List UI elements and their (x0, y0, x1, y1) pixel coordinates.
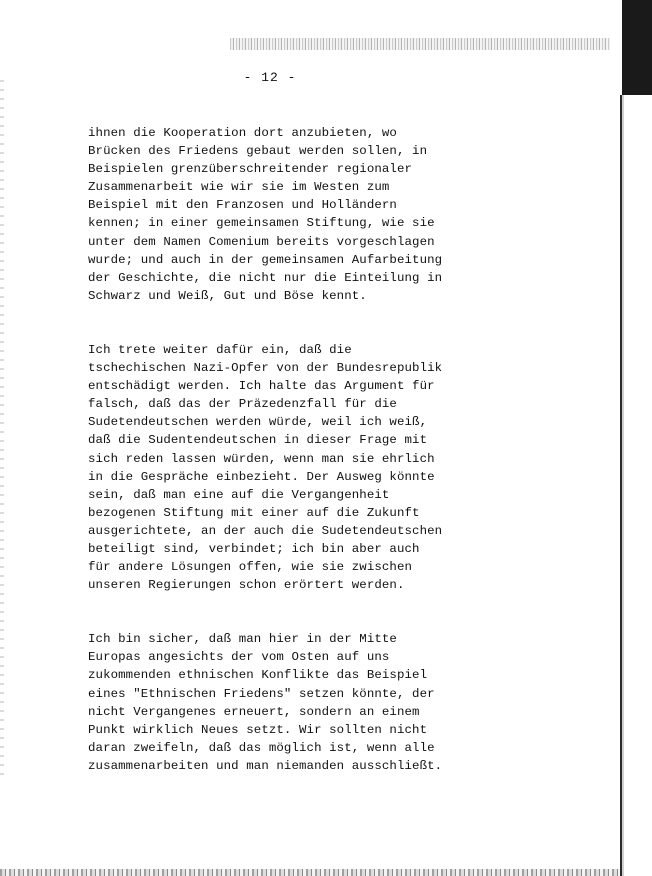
text-line: falsch, daß das der Präzedenzfall für die (88, 397, 397, 412)
paragraph-1 (88, 124, 448, 305)
text-line: tschechischen Nazi-Opfer von der Bundesrepublik (88, 361, 443, 376)
page-number: - 12 - (243, 70, 297, 85)
scan-artifact-right-edge (608, 95, 652, 876)
text-line: sich reden lassen würden, wenn man sie ehrlich (88, 451, 435, 466)
text-line: nicht Vergangenes erneuert, sondern an einem (88, 704, 420, 719)
text-line: entschädigt werden. Ich halte das Argument für (88, 379, 435, 394)
text-line: Ich bin sicher, daß man hier in der Mitte (88, 632, 397, 647)
paragraph-2 (88, 341, 448, 594)
text-line: Schwarz und Weiß, Gut und Böse kennt. (88, 288, 367, 303)
text-line: unter dem Namen Comenium bereits vorgeschlagen (88, 234, 435, 249)
text-line: Beispiel mit den Franzosen und Holländern (88, 198, 397, 213)
text-line: Europas angesichts der vom Osten auf uns (88, 650, 390, 665)
text-line: der Geschichte, die nicht nur die Einteilung in (88, 270, 443, 285)
text-line: bezogenen Stiftung mit einer auf die Zukunft (88, 505, 420, 520)
text-line: zusammenarbeiten und man niemanden ausschließt. (88, 758, 443, 773)
text-line: Sudetendeutschen werden würde, weil ich weiß, (88, 415, 428, 430)
scan-artifact-top (230, 38, 610, 50)
text-line: ihnen die Kooperation dort anzubieten, wo (88, 126, 397, 140)
text-line: unseren Regierungen schon erörtert werden. (88, 578, 405, 593)
text-line: sein, daß man eine auf die Vergangenheit (88, 487, 390, 502)
document-body (88, 124, 448, 811)
text-line: daran zweifeln, daß das möglich ist, wenn alle (88, 740, 435, 755)
scan-artifact-bottom (0, 869, 620, 876)
text-line: Zusammenarbeit wie wir sie im Westen zum (88, 180, 390, 195)
text-line: in die Gespräche einbezieht. Der Ausweg könnte (88, 469, 435, 484)
text-line: beteiligt sind, verbindet; ich bin aber auch (88, 541, 420, 556)
text-line: daß die Sudentendeutschen in dieser Frage mit (88, 433, 428, 448)
text-line: zukommenden ethnischen Konflikte das Beispiel (88, 668, 428, 683)
text-line: ausgerichtete, an der auch die Sudetendeutschen (88, 523, 443, 538)
text-line: Beispielen grenzüberschreitender regionaler (88, 162, 413, 177)
scan-artifact-left-edge (0, 80, 4, 780)
text-line: Brücken des Friedens gebaut werden sollen, in (88, 144, 428, 159)
text-line: Punkt wirklich Neues setzt. Wir sollten nicht (88, 722, 428, 737)
text-line: eines "Ethnischen Friedens" setzen könnte, der (88, 686, 435, 701)
paragraph-3 (88, 630, 448, 775)
text-line: kennen; in einer gemeinsamen Stiftung, wie sie (88, 216, 435, 231)
text-line: wurde; und auch in der gemeinsamen Aufarbeitung (88, 252, 443, 267)
scan-artifact-right-bar (622, 0, 652, 95)
text-line: für andere Lösungen offen, wie sie zwischen (88, 560, 413, 575)
text-line: Ich trete weiter dafür ein, daß die (88, 342, 352, 357)
